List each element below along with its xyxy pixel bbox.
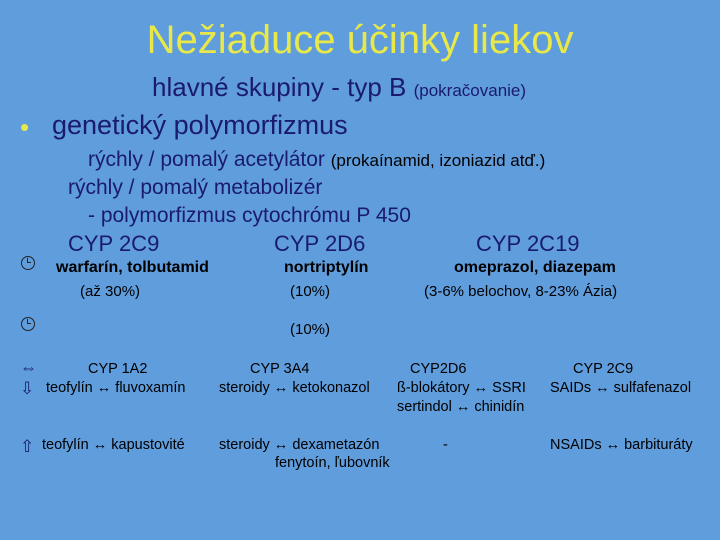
row4-cell-1: teofylín ↔ fluvoxamín [46, 380, 186, 396]
bullet-marker: • [20, 112, 30, 142]
subtitle-note: (pokračovanie) [413, 81, 527, 100]
row2-percent: (10%) [290, 321, 331, 338]
row3-cyp-3a4: CYP 3A4 [250, 361, 310, 377]
row4-extra: sertindol ↔ chinidín [397, 399, 525, 415]
row1-drug-2d6: nortriptylín [284, 259, 369, 276]
down-arrow-icon: ⇩ [20, 379, 35, 398]
row4-cell-3: ß-blokátory ↔ SSRI [397, 380, 526, 396]
row5-cell-1: teofylín ↔ kapustovité [42, 437, 185, 453]
up-arrow-icon: ⇧ [20, 437, 35, 456]
row1-percent-2c9: (až 30%) [80, 283, 141, 300]
row5-extra: fenytoín, ľubovník [275, 455, 390, 471]
row1-percent-2c19: (3-6% belochov, 8-23% Ázia) [424, 283, 618, 300]
row1-drug-2c19: omeprazol, diazepam [454, 259, 616, 276]
clock-icon [21, 256, 35, 270]
double-arrow-icon: ⇔ [20, 358, 37, 377]
row4-cell-4: SAIDs ↔ sulfafenazol [550, 380, 692, 396]
acetylator-examples: (prokaínamid, izoniazid atď.) [330, 151, 546, 170]
acetylator-line [88, 148, 545, 172]
cytochrome-line: - polymorfizmus cytochrómu P 450 [88, 204, 411, 227]
row3-cyp-1a2: CYP 1A2 [88, 361, 148, 377]
cyp-header-2c9: CYP 2C9 [68, 231, 160, 256]
bullet-text: genetický polymorfizmus [52, 110, 348, 140]
clock-icon [21, 317, 35, 331]
row5-cell-3: - [443, 437, 448, 453]
slide-subtitle [152, 72, 526, 103]
cyp-header-2c19: CYP 2C19 [476, 231, 580, 256]
row3-cyp-2d6: CYP2D6 [410, 361, 467, 377]
cyp-header-2d6: CYP 2D6 [274, 231, 366, 256]
subtitle-main: hlavné skupiny - typ B [152, 72, 407, 102]
row1-drug-2c9: warfarín, tolbutamid [56, 259, 209, 276]
row3-cyp-2c9: CYP 2C9 [573, 361, 634, 377]
row5-cell-2: steroidy ↔ dexametazón [219, 437, 380, 453]
metabolizer-line: rýchly / pomalý metabolizér [68, 176, 323, 199]
acetylator-text: rýchly / pomalý acetylátor [88, 148, 325, 171]
row5-cell-4: NSAIDs ↔ barbituráty [550, 437, 693, 453]
slide-title: Nežiaduce účinky liekov [146, 18, 574, 62]
row1-percent-2d6: (10%) [290, 283, 331, 300]
row4-cell-2: steroidy ↔ ketokonazol [219, 380, 370, 396]
